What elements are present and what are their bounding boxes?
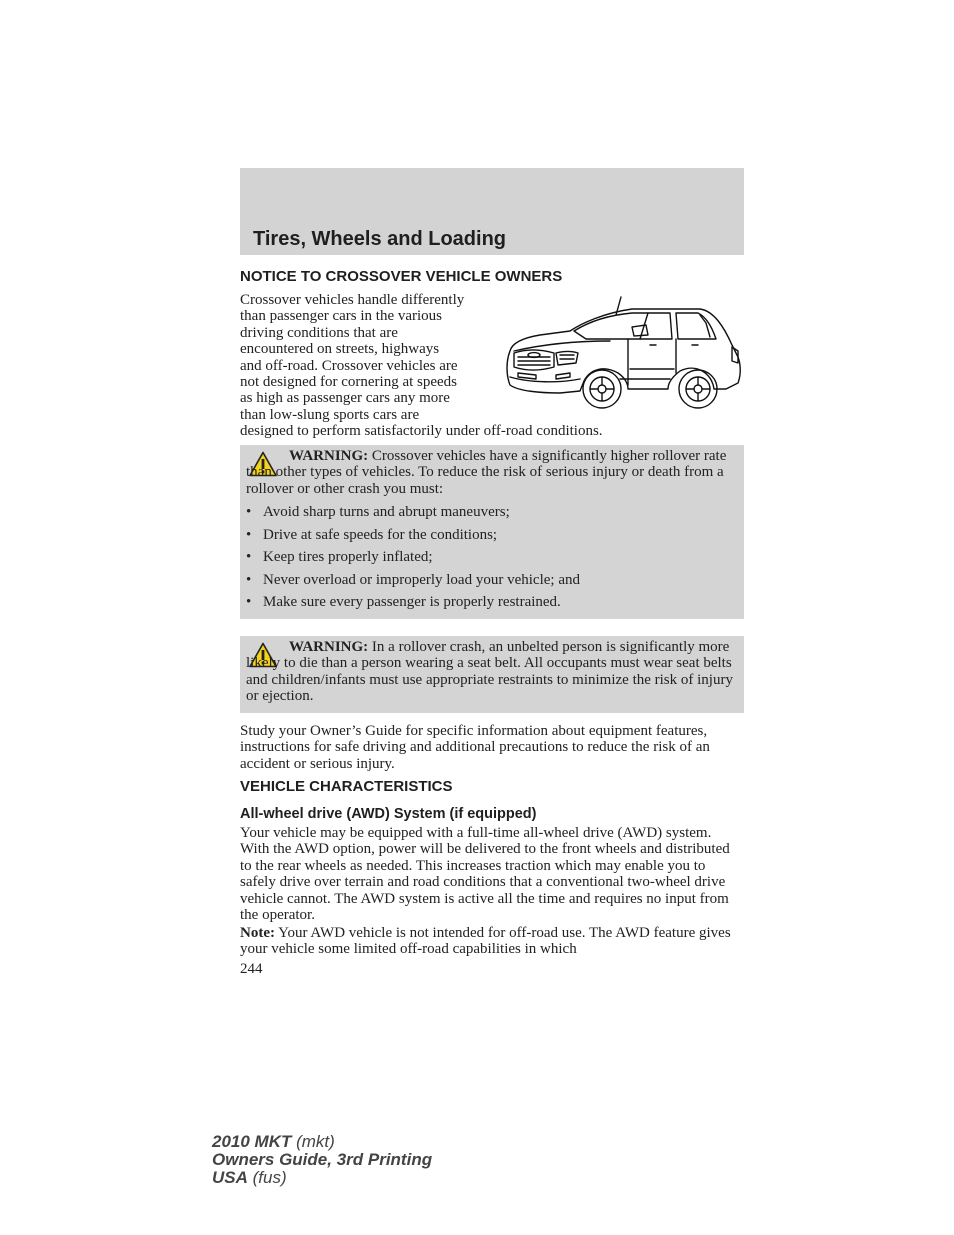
footer-model: 2010 MKT: [212, 1132, 292, 1151]
awd-paragraph: Your vehicle may be equipped with a full-time all-wheel drive (AWD) system. With the AWD option, power will be delivered to the front wheels and distributed to the rear wheels as needed. This increases traction which may enable you to safely drive over terrain and road conditions that a conventional two-wheel drive vehicle cannot. The AWD system is active all the time and requires no input from the operator.: [240, 825, 730, 924]
note-label: Note:: [240, 925, 275, 941]
notice-line: as high as passenger cars any more: [240, 390, 450, 407]
list-item: • Never overload or improperly load your vehicle; and: [246, 572, 736, 588]
notice-line: than passenger cars in the various: [240, 308, 443, 325]
list-item: • Drive at safe speeds for the conditions;: [246, 527, 736, 543]
footer-line-3: [212, 1169, 432, 1187]
print-footer: [212, 1133, 432, 1187]
awd-note: [240, 925, 744, 958]
notice-line: not designed for cornering at speeds: [240, 374, 458, 391]
footer-model-code: (mkt): [291, 1132, 335, 1151]
warning-2-label: WARNING:: [289, 639, 369, 655]
study-paragraph: Study your Owner’s Guide for specific information about equipment features, instructions for safe driving and additional precautions to reduce the risk of an accident or serious injury.: [240, 723, 710, 772]
notice-line: and off-road. Crossover vehicles are: [240, 357, 458, 374]
warning-box-seat-belt: [240, 636, 744, 713]
page-number: 244: [240, 961, 263, 977]
footer-market: USA: [212, 1168, 248, 1187]
note-text: Your AWD vehicle is not intended for off-road use. The AWD feature gives your vehicle some limited off-road capabilities in which: [240, 925, 731, 958]
vehicle-characteristics-heading: VEHICLE CHARACTERISTICS: [240, 778, 453, 795]
warning-box-rollover-rate: [240, 445, 744, 619]
notice-paragraph: [240, 292, 603, 440]
warning-1-paragraph: [246, 448, 736, 497]
footer-line-2: Owners Guide, 3rd Printing: [212, 1150, 433, 1169]
footer-line-1: [212, 1133, 432, 1151]
section-title: Tires, Wheels and Loading: [253, 228, 507, 250]
list-item: • Make sure every passenger is properly restrained.: [246, 594, 736, 610]
warning-2-text: In a rollover crash, an unbelted person is significantly more likely to die than a person wearing a seat belt. All occupants must wear seat belts and children/infants must use appropriate restraints to minimize the risk of injury or ejection.: [246, 639, 733, 705]
notice-line: driving conditions that are: [240, 324, 398, 341]
list-item: • Keep tires properly inflated;: [246, 549, 736, 565]
crossover-vehicle-illustration: [500, 293, 748, 411]
notice-line-last: designed to perform satisfactorily under off-road conditions.: [240, 423, 603, 440]
list-item: • Avoid sharp turns and abrupt maneuvers;: [246, 504, 736, 520]
notice-line: than low-slung sports cars are: [240, 406, 420, 423]
notice-heading: NOTICE TO CROSSOVER VEHICLE OWNERS: [240, 268, 563, 285]
notice-line: Crossover vehicles handle differently: [240, 292, 465, 308]
section-header-band: [240, 168, 744, 255]
warning-1-text: Crossover vehicles have a significantly higher rollover rate than other types of vehicles. To reduce the risk of serious injury or death from a rollover or other crash you must:: [246, 448, 727, 497]
warning-1-label: WARNING:: [289, 448, 369, 464]
warning-2-paragraph: [246, 639, 738, 705]
footer-market-code: (fus): [247, 1168, 287, 1187]
notice-line: encountered on streets, highways: [240, 341, 440, 358]
warning-1-bullets: [246, 504, 736, 617]
awd-subheading: All-wheel drive (AWD) System (if equipped): [240, 806, 537, 822]
